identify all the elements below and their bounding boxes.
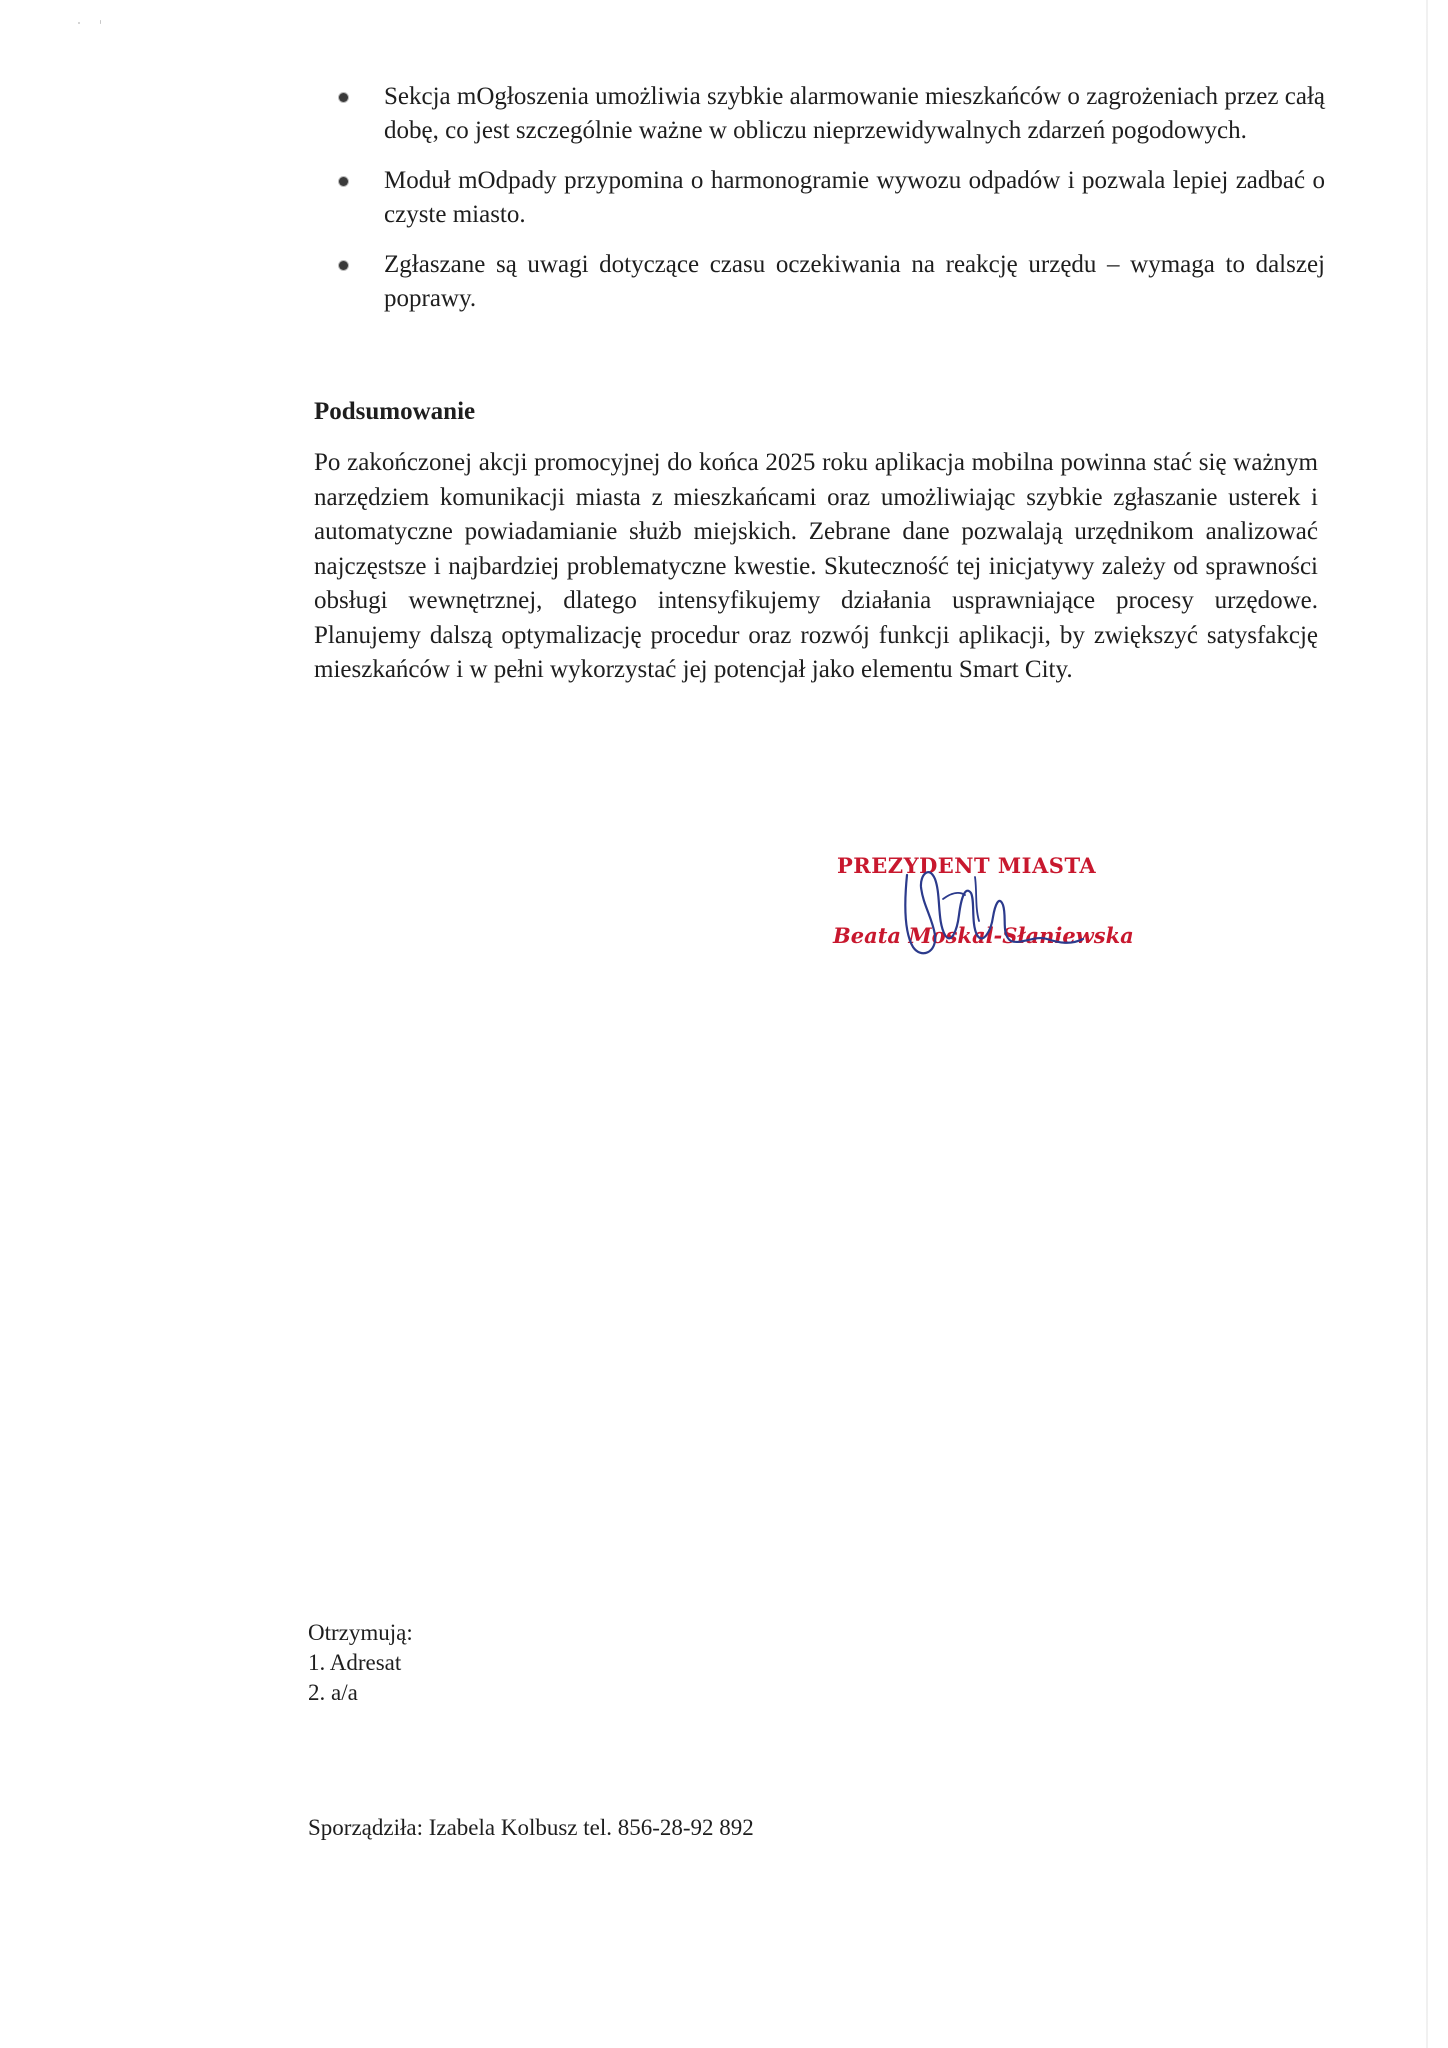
- recipients-block: [308, 1618, 413, 1708]
- bullet-dot-icon: [339, 93, 348, 102]
- bullet-list: [340, 80, 1325, 332]
- stamp-name: Beata Moskal-Słaniewska: [833, 923, 1134, 948]
- summary-heading: Podsumowanie: [314, 398, 476, 425]
- scan-speck: [78, 22, 80, 24]
- bullet-item: [340, 80, 1325, 148]
- bullet-item: [340, 248, 1325, 316]
- prepared-by-line: Sporządziła: Izabela Kolbusz tel. 856-28-92 892: [308, 1815, 754, 1840]
- scan-edge-line: [1426, 0, 1428, 2048]
- bullet-item: [340, 164, 1325, 232]
- recipient-item: 1. Adresat: [308, 1650, 402, 1675]
- handwritten-signature: [825, 835, 1125, 975]
- recipient-item: 2. a/a: [308, 1680, 358, 1705]
- stamp-title: PREZYDENT MIASTA: [837, 853, 1097, 878]
- bullet-text: Sekcja mOgłoszenia umożliwia szybkie alarmowanie mieszkańców o zagrożeniach przez całą dobę, co jest szczególnie ważne w obliczu nieprzewidywalnych zdarzeń pogodowych.: [384, 83, 1325, 144]
- summary-paragraph: Po zakończonej akcji promocyjnej do końca 2025 roku aplikacja mobilna powinna stać się ważnym narzędziem komunikacji miasta z mieszkańcami oraz umożliwiając szybkie zgłaszanie usterek i automatyczne powiadamianie służb miejskich. Zebrane dane pozwalają urzędnikom analizować najczęstsze i najbardziej problematyczne kwestie. Skuteczność tej inicjatywy zależy od sprawności obsługi wewnętrznej, dlatego intensyfikujemy działania usprawniające procesy urzędowe. Planujemy dalszą optymalizację procedur oraz rozwój funkcji aplikacji, by zwiększyć satysfakcję mieszkańców i w pełni wykorzystać jej potencjał jako elementu Smart City.: [314, 449, 1318, 683]
- recipients-label: Otrzymują:: [308, 1620, 413, 1645]
- bullet-text: Zgłaszane są uwagi dotyczące czasu oczekiwania na reakcję urzędu – wymaga to dalszej poprawy.: [384, 251, 1325, 312]
- bullet-dot-icon: [339, 261, 348, 270]
- scan-speck: [100, 20, 101, 24]
- bullet-dot-icon: [339, 177, 348, 186]
- bullet-text: Moduł mOdpady przypomina o harmonogramie wywozu odpadów i pozwala lepiej zadbać o czyste miasto.: [384, 167, 1325, 228]
- mayor-stamp: [825, 835, 1134, 975]
